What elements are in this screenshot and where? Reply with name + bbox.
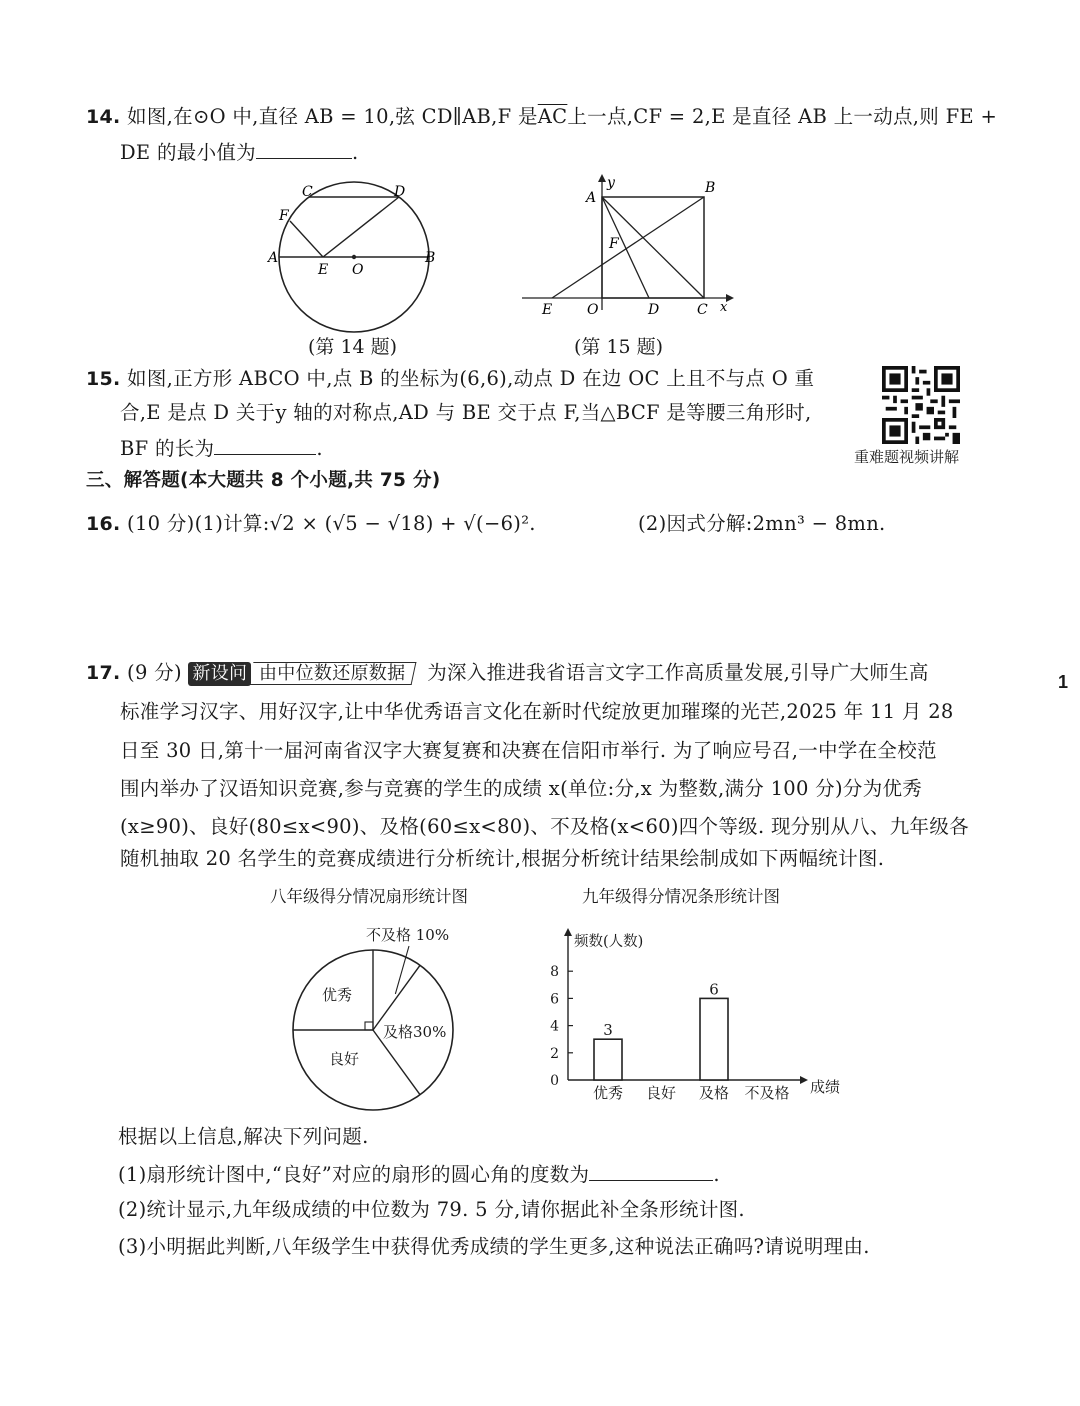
q14-answer-blank[interactable] [256,138,352,159]
q15-line3 [120,434,323,462]
q17-intro: 根据以上信息,解决下列问题. [118,1125,369,1148]
q17-sub1-end: . [713,1163,720,1186]
right-angle-mark [365,1022,373,1030]
new-question-tag: 新设问 [188,662,251,686]
q14-number: 14. [86,106,121,128]
label-f: F [609,236,619,252]
y-tick-label: 8 [550,964,559,981]
y-axis-arrow [564,928,572,936]
q17-line3: 日至 30 日,第十一届河南省汉字大赛复赛和决赛在信阳市举行. 为了响应号召,一中学在全校范 [120,739,937,762]
q15-line3-text: BF 的长为 [120,437,215,460]
bar-0 [594,1039,622,1080]
bar-value-label: 3 [603,1021,613,1040]
q15-end: . [316,437,323,460]
y-tick-label: 4 [550,1018,559,1035]
x-axis-label: 成绩 [810,1078,841,1096]
label-c: C [302,184,313,200]
section-3-heading: 三、解答题(本大题共 8 个小题,共 75 分) [86,470,441,491]
q14-caption: (第 14 题) [308,336,398,358]
label-e: E [542,302,553,318]
pie-divider-1 [373,965,420,1030]
y-tick-label: 6 [550,991,559,1008]
y-axis-arrow [598,174,606,182]
label-a: A [586,190,597,206]
topic-tag [249,662,417,685]
q16-number: 16. [86,513,121,535]
q17-number: 17. [86,662,121,684]
x-tick-label: 及格 [698,1084,730,1102]
label-b: B [425,250,436,266]
pie-label-fail: 不及格 10% [366,926,450,944]
bar-chart [536,920,856,1112]
x-tick-label: 优秀 [592,1084,624,1102]
q17-sub1-text: (1)扇形统计图中,“良好”对应的扇形的圆心角的度数为 [118,1163,590,1186]
q17-score: (9 分) [120,661,182,684]
label-o: O [587,302,599,318]
label-y: y [607,175,615,191]
pie-label-pass: 及格30% [383,1023,447,1041]
q15-line1-text: 如图,正方形 ABCO 中,点 B 的坐标为(6,6),动点 D 在边 OC 上且不与点 O 重 [120,367,815,390]
pie-chart [286,916,476,1111]
q17-line1-text: 为深入推进我省语言文字工作高质量发展,引导广大师生高 [427,661,929,684]
q14-arc: $\overline{AC}$ [537,105,568,128]
q14-text-b: 上一点,CF = 2,E 是直径 AB 上一动点,则 FE + [567,105,998,128]
label-e: E [318,262,329,278]
q17-line6: 随机抽取 20 名学生的竞赛成绩进行分析统计,根据分析统计结果绘制成如下两幅统计图. [120,847,885,870]
q17-line1 [86,660,929,686]
pie-label-good: 良好 [329,1050,360,1068]
q16-part2: (2)因式分解:2mn³ − 8mn. [638,512,886,535]
q14-end: . [351,141,359,164]
q17-line5: (x≥90)、良好(80≤x<90)、及格(60≤x<80)、不及格(x<60)四个等级. 现分别从八、九年级各 [120,815,969,838]
label-x: x [720,300,728,315]
label-a: A [268,250,279,266]
bar-2 [700,998,728,1080]
bar-value-label: 6 [709,980,719,999]
page-number: 1 [1057,672,1068,692]
q14-text-a: 如图,在⊙O 中,直径 AB = 10,弦 CD∥AB,F 是 [120,105,538,128]
q16-part1: (10 分)(1)计算:√2 × (√5 − √18) + √(−6)². [120,512,536,535]
q14-line1 [86,104,997,130]
q17-line2: 标准学习汉字、用好汉字,让中华优秀语言文化在新时代绽放更加璀璨的光芒,2025 年 11 月 28 [120,700,954,723]
y-axis-label: 频数(人数) [574,934,644,950]
bar-chart-title: 九年级得分情况条形统计图 [582,887,780,906]
qr-caption: 重难题视频讲解 [854,448,960,466]
segment-fe [290,221,323,257]
y-tick-label: 0 [550,1073,559,1089]
pie-label-excellent: 优秀 [322,986,353,1004]
point-o [352,255,356,259]
label-b: B [705,180,716,196]
q14-line2 [120,138,358,166]
q15-answer-blank[interactable] [214,434,316,455]
q15-caption: (第 15 题) [574,336,664,358]
q17-sub3: (3)小明据此判断,八年级学生中获得优秀成绩的学生更多,这种说法正确吗?请说明理由. [118,1235,870,1258]
pie-chart-title: 八年级得分情况扇形统计图 [270,887,468,906]
label-f: F [279,208,289,224]
label-d: D [394,184,406,200]
q15-line1 [86,366,814,392]
x-tick-label: 良好 [645,1084,677,1102]
segment-de [323,197,399,257]
q16-line [86,511,536,537]
q17-sub2: (2)统计显示,九年级成绩的中位数为 79. 5 分,请你据此补全条形统计图. [118,1198,745,1221]
q17-sub1 [118,1160,720,1188]
figure-15 [514,170,744,320]
y-tick-label: 2 [550,1045,559,1062]
segment-eb [552,197,704,298]
q17-line4: 围内举办了汉语知识竞赛,参与竞赛的学生的成绩 x(单位:分,x 为整数,满分 100 分)分为优秀 [120,777,923,800]
q17-sub1-blank[interactable] [589,1160,713,1181]
q15-number: 15. [86,368,121,390]
topic-tag-text: 由中位数还原数据 [259,663,406,684]
label-c: C [697,302,708,318]
label-d: D [648,302,660,318]
x-axis-arrow [800,1076,808,1084]
x-tick-label: 不及格 [744,1084,790,1102]
q15-line2: 合,E 是点 D 关于y 轴的对称点,AD 与 BE 交于点 F,当△BCF 是等腰三角形时, [120,401,812,424]
qr-code[interactable] [882,366,960,444]
q14-line2-text: DE 的最小值为 [120,141,256,164]
label-o: O [352,262,364,278]
